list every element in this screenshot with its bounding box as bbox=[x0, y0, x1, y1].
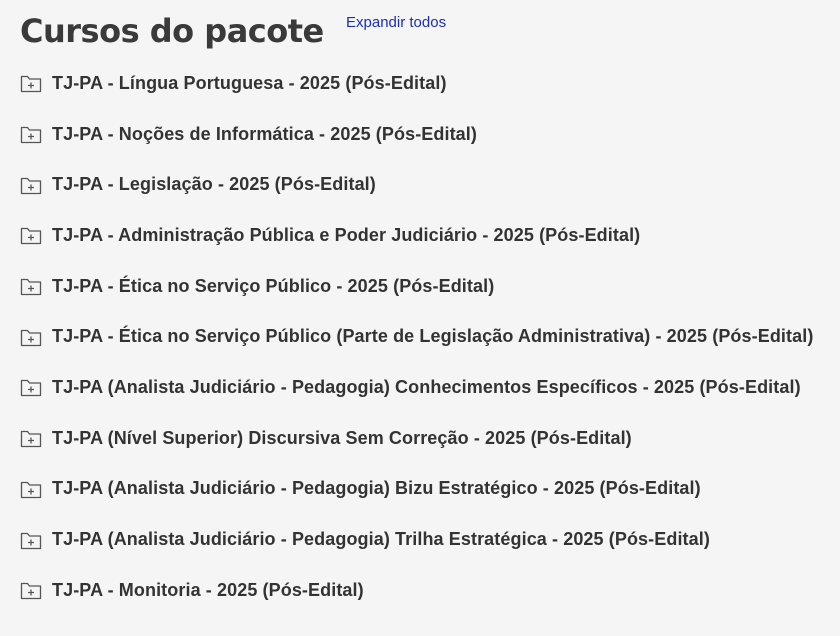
course-item[interactable] bbox=[20, 362, 813, 413]
course-item[interactable] bbox=[20, 311, 813, 362]
course-item[interactable] bbox=[20, 58, 813, 109]
course-title[interactable]: TJ-PA - Ética no Serviço Público - 2025 (Pós-Edital) bbox=[52, 275, 495, 296]
course-item[interactable] bbox=[20, 109, 813, 160]
course-list bbox=[20, 58, 813, 616]
folder-plus-icon[interactable] bbox=[20, 276, 42, 296]
course-title[interactable]: TJ-PA - Monitoria - 2025 (Pós-Edital) bbox=[52, 579, 364, 600]
folder-plus-icon[interactable] bbox=[20, 175, 42, 195]
folder-plus-icon[interactable] bbox=[20, 124, 42, 144]
folder-plus-icon[interactable] bbox=[20, 73, 42, 93]
folder-plus-icon[interactable] bbox=[20, 530, 42, 550]
course-item[interactable] bbox=[20, 210, 813, 261]
folder-plus-icon[interactable] bbox=[20, 580, 42, 600]
course-title[interactable]: TJ-PA - Noções de Informática - 2025 (Pós-Edital) bbox=[52, 123, 477, 144]
course-title[interactable]: TJ-PA - Ética no Serviço Público (Parte de Legislação Administrativa) - 2025 (Pós-Edital) bbox=[52, 326, 814, 347]
course-item[interactable] bbox=[20, 565, 813, 616]
course-item[interactable] bbox=[20, 159, 813, 210]
expand-all-link[interactable]: Expandir todos bbox=[346, 14, 447, 31]
folder-plus-icon[interactable] bbox=[20, 479, 42, 499]
folder-plus-icon[interactable] bbox=[20, 377, 42, 397]
course-title[interactable]: TJ-PA (Nível Superior) Discursiva Sem Correção - 2025 (Pós-Edital) bbox=[52, 427, 632, 448]
course-title[interactable]: TJ-PA - Administração Pública e Poder Judiciário - 2025 (Pós-Edital) bbox=[52, 224, 641, 245]
course-item[interactable] bbox=[20, 514, 813, 565]
section-header bbox=[20, 8, 324, 54]
course-title[interactable]: TJ-PA - Língua Portuguesa - 2025 (Pós-Edital) bbox=[52, 72, 447, 93]
section-title: Cursos do pacote bbox=[20, 12, 324, 50]
course-item[interactable] bbox=[20, 464, 813, 515]
course-item[interactable] bbox=[20, 261, 813, 312]
course-title[interactable]: TJ-PA (Analista Judiciário - Pedagogia) Bizu Estratégico - 2025 (Pós-Edital) bbox=[52, 478, 701, 499]
course-title[interactable]: TJ-PA - Legislação - 2025 (Pós-Edital) bbox=[52, 174, 376, 195]
course-item[interactable] bbox=[20, 413, 813, 464]
folder-plus-icon[interactable] bbox=[20, 428, 42, 448]
folder-plus-icon[interactable] bbox=[20, 327, 42, 347]
course-title[interactable]: TJ-PA (Analista Judiciário - Pedagogia) Conhecimentos Específicos - 2025 (Pós-Edital) bbox=[52, 376, 801, 397]
course-title[interactable]: TJ-PA (Analista Judiciário - Pedagogia) Trilha Estratégica - 2025 (Pós-Edital) bbox=[52, 529, 710, 550]
folder-plus-icon[interactable] bbox=[20, 225, 42, 245]
